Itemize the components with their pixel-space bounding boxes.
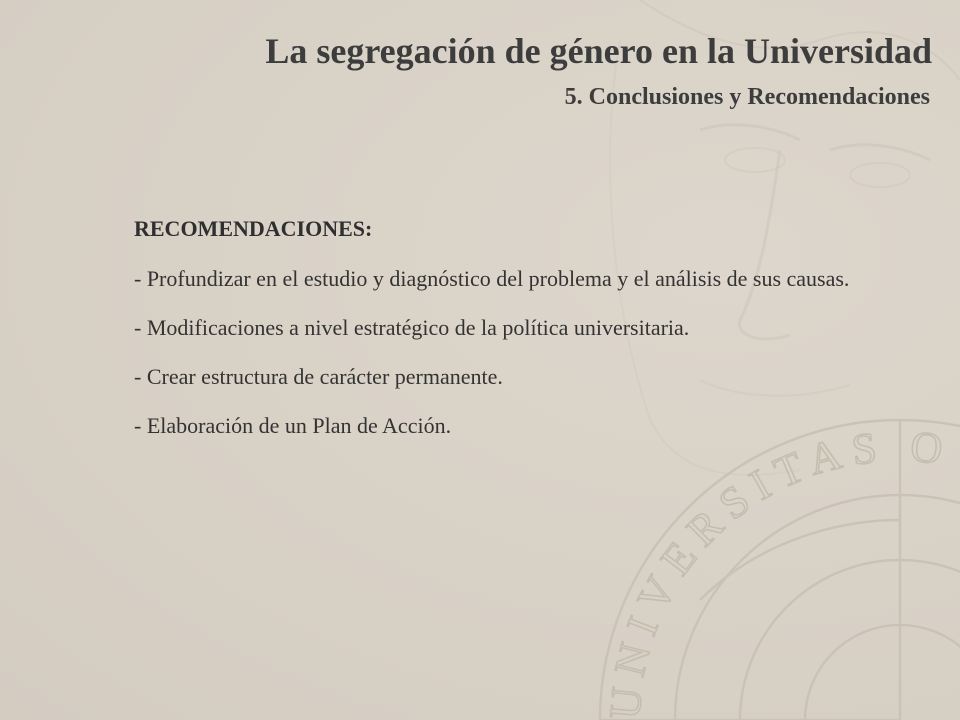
recommendations-section: [134, 216, 914, 458]
recommendation-item: - Modificaciones a nivel estratégico de la política universitaria.: [134, 315, 690, 340]
seal-lettering: UNIVERSITAS O: [600, 421, 955, 720]
slide-subtitle: 5. Conclusiones y Recomendaciones: [564, 84, 930, 110]
slide-title: La segregación de género en la Universidad: [265, 31, 932, 71]
recommendation-item: - Elaboración de un Plan de Acción.: [134, 413, 452, 438]
recommendation-item: - Profundizar en el estudio y diagnóstico del problema y el análisis de sus causas.: [134, 266, 850, 291]
recommendation-item: - Crear estructura de carácter permanente.: [134, 364, 503, 389]
recommendations-heading: RECOMENDACIONES:: [134, 216, 373, 241]
